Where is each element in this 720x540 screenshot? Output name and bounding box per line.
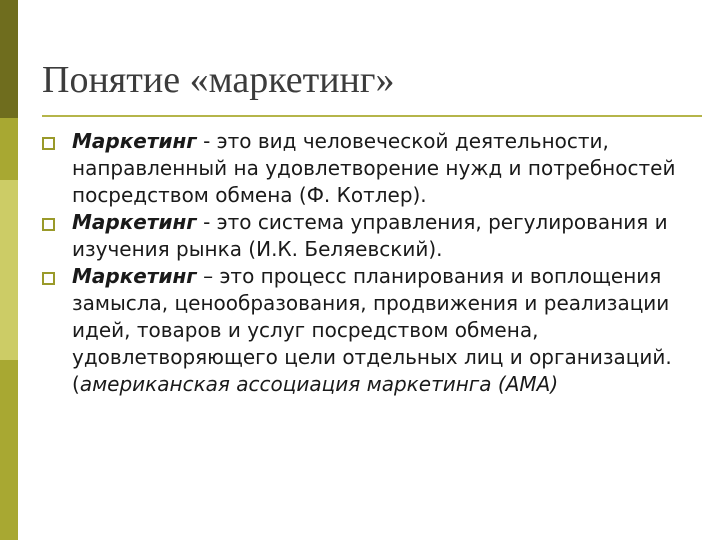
side-bar-segment <box>0 0 18 118</box>
list-item <box>42 263 692 398</box>
side-decoration-bar <box>0 0 18 540</box>
square-bullet-icon <box>42 137 55 150</box>
side-bar-segment <box>0 180 18 360</box>
bullet-list <box>42 128 692 398</box>
side-bar-segment <box>0 360 18 540</box>
item-source: американская ассоциация маркетинга (АМА) <box>79 372 559 396</box>
list-item <box>42 128 692 209</box>
item-term: Маркетинг <box>72 129 197 153</box>
item-text: - это система управления, регулирования и изучения рынка (И.К. Беляевский). <box>72 210 668 261</box>
slide-title: Понятие «маркетинг» <box>42 59 395 101</box>
side-bar-segment <box>0 118 18 180</box>
title-divider <box>42 115 702 117</box>
item-term: Маркетинг <box>72 264 197 288</box>
item-term: Маркетинг <box>72 210 197 234</box>
item-text: - это вид человеческой деятельности, направленный на удовлетворение нужд и потребностей посредством обмена (Ф. Котлер). <box>72 129 676 207</box>
item-text: – это процесс планирования и воплощения замысла, ценообразования, продвижения и реализации идей, товаров и услуг посредством обмена, удовлетворяющего цели отдельных лиц и организаций. ( <box>72 264 672 396</box>
square-bullet-icon <box>42 218 55 231</box>
square-bullet-icon <box>42 272 55 285</box>
list-item <box>42 209 692 263</box>
